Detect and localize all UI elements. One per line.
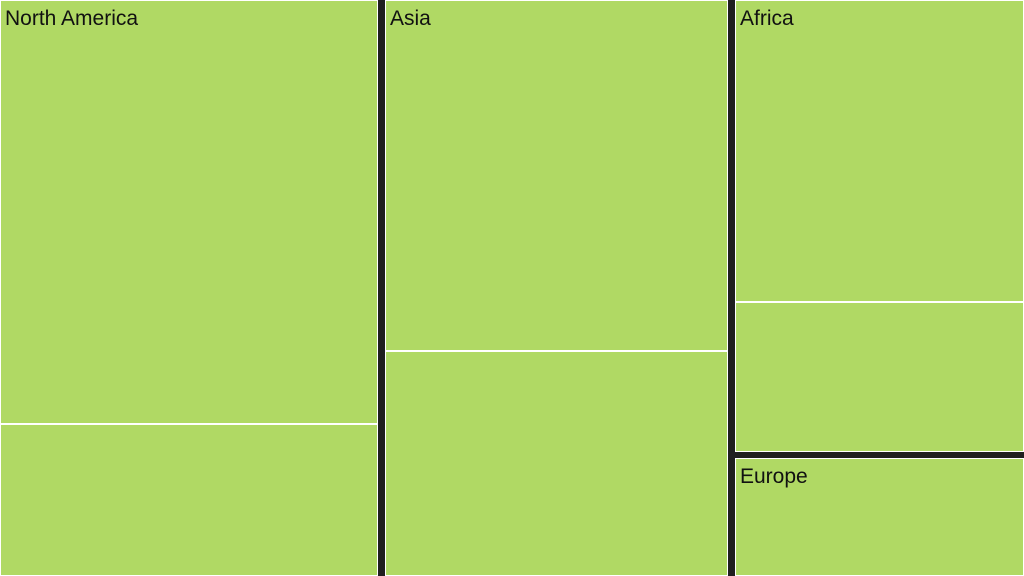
treemap-tile-africa-1[interactable] [735,0,1024,302]
treemap-tile-asia-2[interactable] [385,351,728,576]
tile-label-asia: Asia [390,7,431,30]
tile-label-europe: Europe [740,465,808,488]
treemap-tile-north-america-1[interactable] [0,0,378,424]
treemap-tile-europe-1[interactable] [735,458,1024,576]
treemap-tile-north-america-2[interactable] [0,424,378,576]
tile-label-north-america: North America [5,7,139,30]
treemap-tile-asia-1[interactable] [385,0,728,351]
tile-label-africa: Africa [740,7,794,30]
treemap-tile-africa-2[interactable] [735,302,1024,452]
